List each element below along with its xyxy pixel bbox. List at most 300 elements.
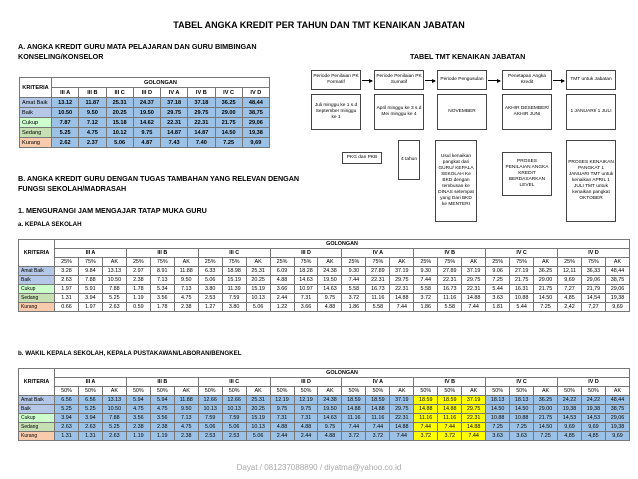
value-cell: 2.38 [126,276,150,285]
golongan-header: GOLONGAN [55,369,630,378]
value-cell: 27.89 [438,267,462,276]
value-cell: 2.38 [174,303,198,312]
value-cell: 3.56 [150,414,174,423]
value-cell: 7.40 [188,138,215,148]
value-cell: 1.19 [126,432,150,441]
value-cell: 4,85 [581,432,605,441]
kriteria-header: KRITERIA [20,78,52,98]
table-row [19,423,630,432]
table-row [19,276,630,285]
value-cell: 3.63 [486,432,510,441]
value-cell: 5.44 [486,285,510,294]
value-cell: 2.97 [126,267,150,276]
sub-col-header: AK [318,387,342,396]
sub-col-header: 25% [486,258,510,267]
value-cell: 3.56 [126,414,150,423]
value-cell: 5.25 [52,128,79,138]
kriteria-header: KRITERIA [19,369,55,396]
value-cell: 7.25 [510,423,534,432]
value-cell: 14.50 [215,128,242,138]
sub-col-header: AK [462,387,486,396]
value-cell: 1.31 [55,294,79,303]
value-cell: 3.94 [78,414,102,423]
value-cell: 14,53 [558,414,582,423]
value-cell: 2.44 [294,432,318,441]
value-cell: 11.16 [366,414,390,423]
value-cell: 7.25 [534,432,558,441]
value-cell: 4.87 [133,138,160,148]
value-cell: 29.00 [534,276,558,285]
value-cell: 1.97 [55,285,79,294]
value-cell: 16.31 [510,285,534,294]
value-cell: 11.39 [222,285,246,294]
value-cell: 2.62 [52,138,79,148]
sub-col-header: 75% [294,258,318,267]
sub-col-header: 50% [270,387,294,396]
value-cell: 6.56 [78,396,102,405]
value-cell: 7.25 [486,276,510,285]
value-cell: 1.81 [486,303,510,312]
value-cell: 7.43 [161,138,188,148]
value-cell: 3.28 [55,267,79,276]
value-cell: 9.75 [133,128,160,138]
value-cell: 11.16 [438,294,462,303]
flow-arrow-2 [425,80,435,81]
value-cell: 2.38 [174,432,198,441]
value-cell: 19.50 [133,108,160,118]
value-cell: 7.25 [534,303,558,312]
sub-col-header: 50% [55,387,79,396]
tmt-heading: TABEL TMT KENAIKAN JABATAN [410,52,526,61]
value-cell: 4.88 [294,423,318,432]
value-cell: 2.53 [222,432,246,441]
value-cell: 24.38 [318,396,342,405]
value-cell: 22.31 [438,276,462,285]
value-cell: 20.25 [106,108,133,118]
value-cell: 7.44 [390,303,414,312]
value-cell: 27.19 [510,267,534,276]
value-cell: 10.13 [246,294,270,303]
value-cell: 4.75 [126,405,150,414]
value-cell: 5.25 [102,294,126,303]
value-cell: 1.27 [198,303,222,312]
golongan-col-header: IV A [342,378,414,387]
value-cell: 11.88 [174,396,198,405]
value-cell: 9,69 [581,423,605,432]
sub-col-header: 75% [78,258,102,267]
sub-col-header: AK [246,387,270,396]
value-cell: 14.88 [414,405,438,414]
sub-col-header: 25% [55,258,79,267]
value-cell: 11.88 [174,267,198,276]
value-cell: 18.59 [438,396,462,405]
value-cell: 2,42 [558,303,582,312]
value-cell: 14,54 [581,294,605,303]
table-row [19,396,630,405]
value-cell: 29.75 [161,108,188,118]
wakil-kepala-heading: b. WAKIL KEPALA SEKOLAH, KEPALA PUSTAKAWAN/LABORAN/BENGKEL [18,350,242,357]
value-cell: 3.63 [486,294,510,303]
value-cell: 10.88 [486,414,510,423]
value-cell: 37.19 [390,267,414,276]
value-cell: 4,85 [558,294,582,303]
value-cell: 29.75 [462,276,486,285]
section-b-heading: B. ANGKA KREDIT GURU DENGAN TUGAS TAMBAHAN YANG RELEVAN DENGAN [18,174,300,183]
golongan-col-header: IV C [486,249,558,258]
sub-col-header: AK [462,258,486,267]
value-cell: 5.34 [150,285,174,294]
value-cell: 4.75 [174,294,198,303]
value-cell: 2.63 [102,303,126,312]
table-row [20,98,270,108]
value-cell: 7.44 [414,423,438,432]
value-cell: 6.33 [198,267,222,276]
value-cell: 9,69 [242,138,269,148]
value-cell: 15.19 [246,414,270,423]
value-cell: 36,33 [581,267,605,276]
flow-proses1-box: PROSES PENILAIAN ANGKA KREDIT BERDASARKAN LEVEL [502,152,552,196]
value-cell: 7,27 [581,303,605,312]
flow-proses2-box: PROSES KENAIKAN PANGKAT 1 JANUARI TMT untuk kenaikan APRIL 1 JULI TMT untuk kenaikan pangkat OKTOBER [566,140,616,222]
value-cell: 25.31 [106,98,133,108]
value-cell: 14.87 [188,128,215,138]
value-cell: 14.88 [390,423,414,432]
value-cell: 19.50 [318,276,342,285]
value-cell: 9.75 [318,294,342,303]
value-cell: 7.44 [342,423,366,432]
value-cell: 11.87 [79,98,106,108]
value-cell: 12.19 [270,396,294,405]
value-cell: 1.31 [78,432,102,441]
value-cell: 3.66 [294,303,318,312]
flow-pkg-box: PKG dan PKB [342,152,382,164]
value-cell: 10.50 [52,108,79,118]
row-label: Cukup [20,118,52,128]
value-cell: 37.18 [188,98,215,108]
page-title: TABEL ANGKA KREDIT PER TAHUN DAN TMT KENAIKAN JABATAN [173,20,465,30]
golongan-col-header: IV B [414,249,486,258]
table-row [19,303,630,312]
kriteria-header: KRITERIA [19,240,55,267]
value-cell: 14.50 [534,423,558,432]
value-cell: 14.87 [161,128,188,138]
sub-col-header: 50% [438,387,462,396]
value-cell: 37.18 [161,98,188,108]
golongan-col-header: IV C [215,88,242,98]
flow-box3-top: Periode Pengusulan [437,70,487,90]
golongan-col-header: III B [126,378,198,387]
value-cell: 7.87 [52,118,79,128]
sub-col-header: 50% [126,387,150,396]
value-cell: 21.75 [510,276,534,285]
value-cell: 1.78 [126,285,150,294]
value-cell: 2.44 [270,432,294,441]
value-cell: 5.06 [106,138,133,148]
value-cell: 7.59 [222,294,246,303]
value-cell: 9.30 [414,267,438,276]
value-cell: 29.75 [188,108,215,118]
value-cell: 5.25 [102,423,126,432]
value-cell: 3.72 [342,432,366,441]
sub-col-header: 50% [198,387,222,396]
value-cell: 9.75 [270,405,294,414]
value-cell: 14.63 [318,414,342,423]
value-cell: 9,69 [605,432,629,441]
value-cell: 1.86 [342,303,366,312]
value-cell: 12.66 [222,396,246,405]
sub-col-header: 50% [414,387,438,396]
table-row [20,108,270,118]
golongan-col-header: III D [270,249,342,258]
value-cell: 4.88 [270,423,294,432]
sub-col-header: 75% [366,258,390,267]
value-cell: 6.56 [55,396,79,405]
value-cell: 9.50 [174,405,198,414]
value-cell: 2.63 [55,423,79,432]
value-cell: 15.19 [246,285,270,294]
value-cell: 4.88 [318,432,342,441]
value-cell: 2.53 [198,432,222,441]
row-label: Baik [19,276,55,285]
flow-box3-bottom: NOVEMBER [437,94,487,130]
sub-col-header: 75% [438,258,462,267]
row-label: Baik [19,405,55,414]
sub-col-header: 50% [78,387,102,396]
value-cell: 22.31 [161,118,188,128]
value-cell: 9,69 [558,423,582,432]
row-label: Sedang [20,128,52,138]
value-cell: 19,38 [605,294,629,303]
value-cell: 11.16 [414,414,438,423]
value-cell: 10.50 [102,276,126,285]
sub-col-header: AK [174,258,198,267]
value-cell: 48,44 [605,396,629,405]
sub-col-header: 75% [581,258,605,267]
value-cell: 12.19 [294,396,318,405]
value-cell: 5.06 [198,423,222,432]
value-cell: 5.44 [510,303,534,312]
table-row [19,267,630,276]
value-cell: 18.13 [510,396,534,405]
sub-col-header: AK [605,258,629,267]
sub-col-header: 50% [222,387,246,396]
value-cell: 25.31 [246,396,270,405]
value-cell: 8.91 [150,267,174,276]
value-cell: 7.25 [486,423,510,432]
flow-box5-bottom: 1 JANUARI/ 1 JULI [566,94,616,130]
value-cell: 7.44 [390,432,414,441]
sub-col-header: 50% [581,387,605,396]
golongan-col-header: IV C [486,378,558,387]
value-cell: 18.59 [414,396,438,405]
sub-col-header: AK [390,258,414,267]
value-cell: 20.25 [246,405,270,414]
golongan-col-header: III C [198,249,270,258]
table-row [19,294,630,303]
value-cell: 9,69 [558,276,582,285]
value-cell: 37.19 [462,396,486,405]
row-label: Amat Baik [19,396,55,405]
value-cell: 2.63 [55,276,79,285]
flow-arrow-4 [553,80,564,81]
row-label: Cukup [19,414,55,423]
flow-arrow-3 [488,80,500,81]
value-cell: 4.75 [174,423,198,432]
sub-col-header: 25% [126,258,150,267]
value-cell: 37.19 [390,396,414,405]
value-cell: 5.25 [78,405,102,414]
value-cell: 9.50 [174,276,198,285]
value-cell: 3.94 [78,294,102,303]
value-cell: 7.88 [78,276,102,285]
value-cell: 24.38 [318,267,342,276]
table-row [19,405,630,414]
sub-col-header: 50% [486,387,510,396]
table-row [19,285,630,294]
golongan-col-header: III C [106,88,133,98]
value-cell: 10.13 [198,405,222,414]
value-cell: 22.31 [390,285,414,294]
section-b-heading-line2: FUNGSI SEKOLAH/MADRASAH [18,184,127,193]
value-cell: 1.19 [126,294,150,303]
value-cell: 14.50 [486,405,510,414]
value-cell: 25.31 [246,267,270,276]
value-cell: 7.44 [438,423,462,432]
value-cell: 2.53 [198,294,222,303]
value-cell: 22.31 [188,118,215,128]
section-a-heading: A. ANGKA KREDIT GURU MATA PELAJARAN DAN GURU BIMBINGAN [18,42,257,51]
flow-box1-bottom: Juli minggu ke 1 s.d September minggu ke 1 [311,94,361,130]
row-label: Kurang [19,432,55,441]
value-cell: 7,27 [558,285,582,294]
sub-col-header: 25% [342,258,366,267]
value-cell: 9,69 [605,303,629,312]
golongan-col-header: III A [55,249,127,258]
value-cell: 1.78 [150,303,174,312]
value-cell: 4.75 [150,405,174,414]
value-cell: 19,38 [581,405,605,414]
value-cell: 10.97 [294,285,318,294]
value-cell: 10.88 [510,414,534,423]
value-cell: 5.58 [414,285,438,294]
value-cell: 7.13 [174,285,198,294]
value-cell: 2.38 [150,423,174,432]
golongan-col-header: III B [126,249,198,258]
sub-col-header: AK [174,387,198,396]
golongan-col-header: IV B [188,88,215,98]
section-1-heading: 1. MENGURANGI JAM MENGAJAR TATAP MUKA GURU [18,206,207,215]
sub-col-header: 50% [342,387,366,396]
value-cell: 14,53 [581,414,605,423]
value-cell: 36.25 [215,98,242,108]
value-cell: 10.12 [106,128,133,138]
value-cell: 7.12 [79,118,106,128]
row-label: Amat Baik [19,267,55,276]
value-cell: 4.88 [318,303,342,312]
table-row [20,128,270,138]
value-cell: 5.58 [438,303,462,312]
value-cell: 38,75 [605,405,629,414]
value-cell: 0.66 [55,303,79,312]
value-cell: 29,06 [605,414,629,423]
value-cell: 29.00 [215,108,242,118]
value-cell: 7.13 [150,276,174,285]
value-cell: 19,38 [242,128,269,138]
value-cell: 9.30 [342,267,366,276]
value-cell: 14.88 [390,294,414,303]
value-cell: 1.22 [270,303,294,312]
flow-box2-bottom: April minggu ke 3 s.d Mei minggu ke 4 [374,94,424,130]
value-cell: 14.88 [366,405,390,414]
row-label: Baik [20,108,52,118]
value-cell: 18.13 [486,396,510,405]
value-cell: 38,75 [605,276,629,285]
row-label: Amat Baik [20,98,52,108]
table-row [19,432,630,441]
flow-box1-top: Periode Penilaian PK Formatif [311,70,361,90]
value-cell: 14.88 [462,423,486,432]
value-cell: 5.06 [198,276,222,285]
value-cell: 18.59 [366,396,390,405]
value-cell: 3.72 [414,432,438,441]
table-kepala-sekolah [18,239,630,312]
golongan-col-header: IV D [558,249,630,258]
flow-arrow-1 [362,80,372,81]
table-row [20,138,270,148]
value-cell: 2.63 [78,423,102,432]
value-cell: 18.98 [222,267,246,276]
value-cell: 6.09 [270,267,294,276]
value-cell: 7.25 [215,138,242,148]
table-guru-mapel [19,77,270,148]
flow-box4-bottom: AKHIR DESEMBER/ AKHIR JUNI [502,94,552,130]
sub-col-header: 25% [414,258,438,267]
value-cell: 21.75 [215,118,242,128]
value-cell: 3.80 [222,303,246,312]
value-cell: 13.13 [102,267,126,276]
row-label: Cukup [19,285,55,294]
value-cell: 19,38 [605,423,629,432]
value-cell: 29,06 [581,276,605,285]
value-cell: 9.75 [318,423,342,432]
value-cell: 1.19 [150,432,174,441]
value-cell: 7.44 [414,276,438,285]
value-cell: 15.18 [106,118,133,128]
value-cell: 7.44 [366,423,390,432]
value-cell: 18.59 [342,396,366,405]
row-label: Sedang [19,423,55,432]
sub-col-header: AK [534,258,558,267]
golongan-col-header: III B [79,88,106,98]
value-cell: 19.50 [318,405,342,414]
value-cell: 16.73 [366,285,390,294]
value-cell: 1.97 [78,303,102,312]
value-cell: 19,38 [558,405,582,414]
value-cell: 2.44 [270,294,294,303]
value-cell: 5.25 [55,405,79,414]
sub-col-header: 50% [294,387,318,396]
row-label: Kurang [20,138,52,148]
sub-col-header: 25% [198,258,222,267]
golongan-col-header: IV D [558,378,630,387]
sub-col-header: 50% [150,387,174,396]
value-cell: 18.28 [294,267,318,276]
value-cell: 22.31 [366,276,390,285]
value-cell: 3.72 [414,294,438,303]
golongan-col-header: III A [52,88,79,98]
value-cell: 14.50 [534,294,558,303]
value-cell: 29.75 [390,405,414,414]
